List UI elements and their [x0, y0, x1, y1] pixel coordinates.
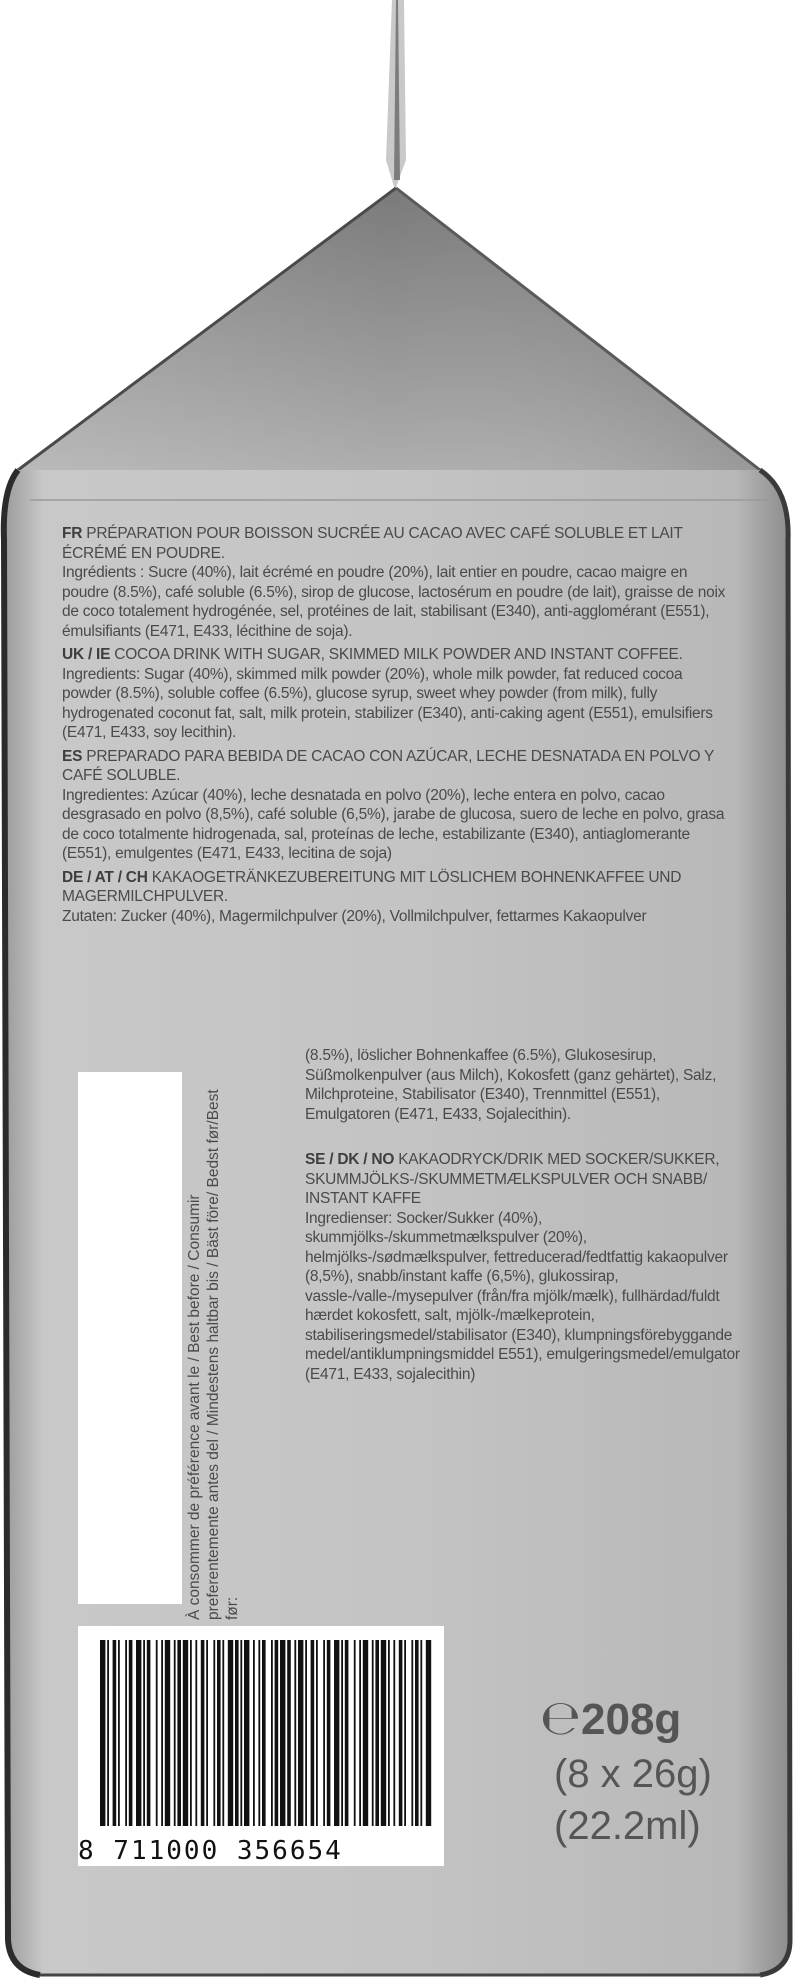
barcode-bar: [125, 1640, 127, 1826]
fr-section: [62, 524, 734, 641]
barcode-bar: [275, 1640, 279, 1826]
barcode-bar: [399, 1640, 403, 1826]
barcode-bar: [316, 1640, 318, 1826]
barcode-bar: [327, 1640, 331, 1826]
barcode-bar: [190, 1640, 192, 1826]
de-ingredients-cont: (8.5%), löslicher Bohnenkaffee (6.5%), Glukosesirup, Süßmolkenpulver (aus Milch), Kokosfett (ganz gehärtet), Salz, Milchproteine, Stabilisator (E340), Trennmittel (E551), Emulgatoren (E471, E433, Sojalecithin).: [305, 1047, 717, 1123]
barcode-bar: [294, 1640, 296, 1826]
volume-value: (22.2ml): [554, 1804, 701, 1848]
ingredients-panel: [62, 524, 734, 930]
barcode-bar: [341, 1640, 343, 1826]
date-print-area: [78, 1072, 182, 1604]
barcode-bar: [143, 1640, 145, 1826]
de-ingredients-start: Zutaten: Zucker (40%), Magermilchpulver (20%), Vollmilchpulver, fettarmes Kakaopulver: [62, 907, 647, 925]
fr-ingredients: Ingrédients : Sucre (40%), lait écrémé en poudre (20%), lait entier en poudre, cacao maigre en poudre (8.5%), café soluble (6.5%), sirop de glucose, lactosérum en poudre (de lait), graisse de noix de coco totalement hydrogénée, sel, protéines de lait, stabilisant (E340), anti-agglomérant (E551), émulsifiants (E471, E433, lécithine de soja).: [62, 564, 726, 640]
barcode-bar: [136, 1640, 141, 1826]
uk-code: UK / IE: [62, 646, 111, 663]
barcode-bar: [213, 1640, 215, 1826]
barcode-bar: [258, 1640, 260, 1826]
barcode-bar: [393, 1640, 395, 1826]
barcode-bar: [334, 1640, 339, 1826]
uk-section: [62, 645, 734, 743]
barcode-bar: [420, 1640, 422, 1826]
de-title: KAKAOGETRÄNKEZUBEREITUNG MIT LÖSLICHEM BOHNENKAFFEE UND MAGERMILCHPULVER.: [62, 868, 682, 905]
barcode-bar: [161, 1640, 163, 1826]
barcode-bar: [100, 1640, 105, 1826]
barcode-bars: [78, 1626, 444, 1866]
barcode-bar: [388, 1640, 390, 1826]
se-section: [305, 1150, 745, 1384]
barcode: [78, 1626, 444, 1866]
uk-ingredients: Ingredients: Sugar (40%), skimmed milk powder (20%), whole milk powder, fat reduced cocoa powder (8.5%), soluble coffee (6.5%), glucose syrup, sweet whey powder (from milk), fully hydrogenated coconut fat, salt, milk protein, stabilizer (E340), anti-caking agent (E551), emulsifiers (E471, E433, soy lecithin).: [62, 665, 713, 741]
barcode-bar: [113, 1640, 117, 1826]
barcode-bar: [183, 1640, 188, 1826]
barcode-bar: [305, 1640, 307, 1826]
de-section: [62, 868, 734, 927]
barcode-bar: [381, 1640, 386, 1826]
barcode-bar: [195, 1640, 197, 1826]
barcode-bar: [156, 1640, 158, 1826]
es-ingredients: Ingredientes: Azúcar (40%), leche desnatada en polvo (20%), leche entera en polvo, cacao desgrasado en polvo (8,5%), café soluble (6,5%), jarabe de glucosa, suero de leche en polvo, grasa de coco totalmente hidrogenada, sal, proteínas de leche, estabilizante (E340), antiaglomerante (E551), emulgentes (E471, E433, lecitina de soja): [62, 786, 725, 862]
pack-count: (8 x 26g): [554, 1752, 712, 1796]
best-before-text: À consommer de préférence avant le / Best before / Consumir preferentemente antes del / Mindestens haltbar bis / Bäst före/ Bedst før/Best før:: [186, 1089, 241, 1620]
barcode-digits: 8 711000 356654: [78, 1836, 343, 1866]
barcode-bar: [298, 1640, 303, 1826]
barcode-bar: [177, 1640, 181, 1826]
barcode-bar: [271, 1640, 273, 1826]
barcode-bar: [174, 1640, 176, 1826]
best-before-label: [185, 1080, 255, 1620]
barcode-bar: [375, 1640, 379, 1826]
barcode-bar: [235, 1640, 239, 1826]
barcode-bar: [311, 1640, 315, 1826]
weight-value: 208g: [581, 1695, 682, 1744]
uk-title: COCOA DRINK WITH SUGAR, SKIMMED MILK POWDER AND INSTANT COFFEE.: [114, 646, 683, 663]
barcode-bar: [129, 1640, 133, 1826]
fr-code: FR: [62, 525, 83, 542]
barcode-bar: [253, 1640, 255, 1826]
de-ingredients-continued: [305, 1046, 735, 1124]
barcode-bar: [323, 1640, 325, 1826]
barcode-bar: [228, 1640, 233, 1826]
barcode-bar: [415, 1640, 419, 1826]
barcode-bar: [280, 1640, 285, 1826]
se-code: SE / DK / NO: [305, 1151, 395, 1168]
se-title: KAKAODRYCK/DRIK MED SOCKER/SUKKER, SKUMMJÖLKS-/SKUMMETMÆLKSPULVER OCH SNABB/ INSTANT KAFFE: [305, 1151, 720, 1207]
barcode-bar: [118, 1640, 120, 1826]
se-ingredients: Ingredienser: Socker/Sukker (40%), skummjölks-/skummetmælkspulver (20%), helmjölks-/sødmælkspulver, fettreducerad/fedtfattig kakaopulver (8,5%), snabb/instant kaffe (6,5%), glukossirap, vassle-/valle-/mysepulver (från/fra mjölk/mælk), fullhärdad/fuldt hærdet kokosfett, salt, mjölk-/mælkeprotein, stabiliseringsmedel/stabilisator (E340), klumpningsförebyggande medel/antiklumpningsmiddel E551), emulgeringsmedel/emulgator (E471, E433, sojalecithin): [305, 1209, 740, 1383]
es-code: ES: [62, 747, 83, 765]
barcode-bar: [411, 1640, 413, 1826]
barcode-bar: [363, 1640, 368, 1826]
fr-title: PRÉPARATION POUR BOISSON SUCRÉE AU CACAO AVEC CAFÉ SOLUBLE ET LAIT ÉCRÉMÉ EN POUDRE.: [62, 525, 683, 562]
es-title: PREPARADO PARA BEBIDA DE CACAO CON AZÚCAR, LECHE DESNATADA EN POLVO Y CAFÉ SOLUBLE.: [62, 747, 714, 784]
barcode-bar: [222, 1640, 224, 1826]
barcode-bar: [359, 1640, 361, 1826]
de-code: DE / AT / CH: [62, 868, 148, 886]
barcode-bar: [354, 1640, 356, 1826]
barcode-bar: [217, 1640, 221, 1826]
barcode-bar: [165, 1640, 170, 1826]
net-weight: [540, 1690, 760, 1852]
barcode-bar: [345, 1640, 349, 1826]
barcode-bar: [244, 1640, 249, 1826]
es-section: [62, 747, 734, 864]
estimate-sign-icon: ℮: [540, 1690, 582, 1746]
barcode-bar: [262, 1640, 266, 1826]
barcode-bar: [287, 1640, 291, 1826]
barcode-bar: [147, 1640, 151, 1826]
barcode-bar: [206, 1640, 208, 1826]
barcode-bar: [201, 1640, 205, 1826]
barcode-bar: [404, 1640, 406, 1826]
barcode-bar: [107, 1640, 109, 1826]
barcode-bar: [426, 1640, 431, 1826]
barcode-bar: [372, 1640, 374, 1826]
barcode-bar: [240, 1640, 242, 1826]
